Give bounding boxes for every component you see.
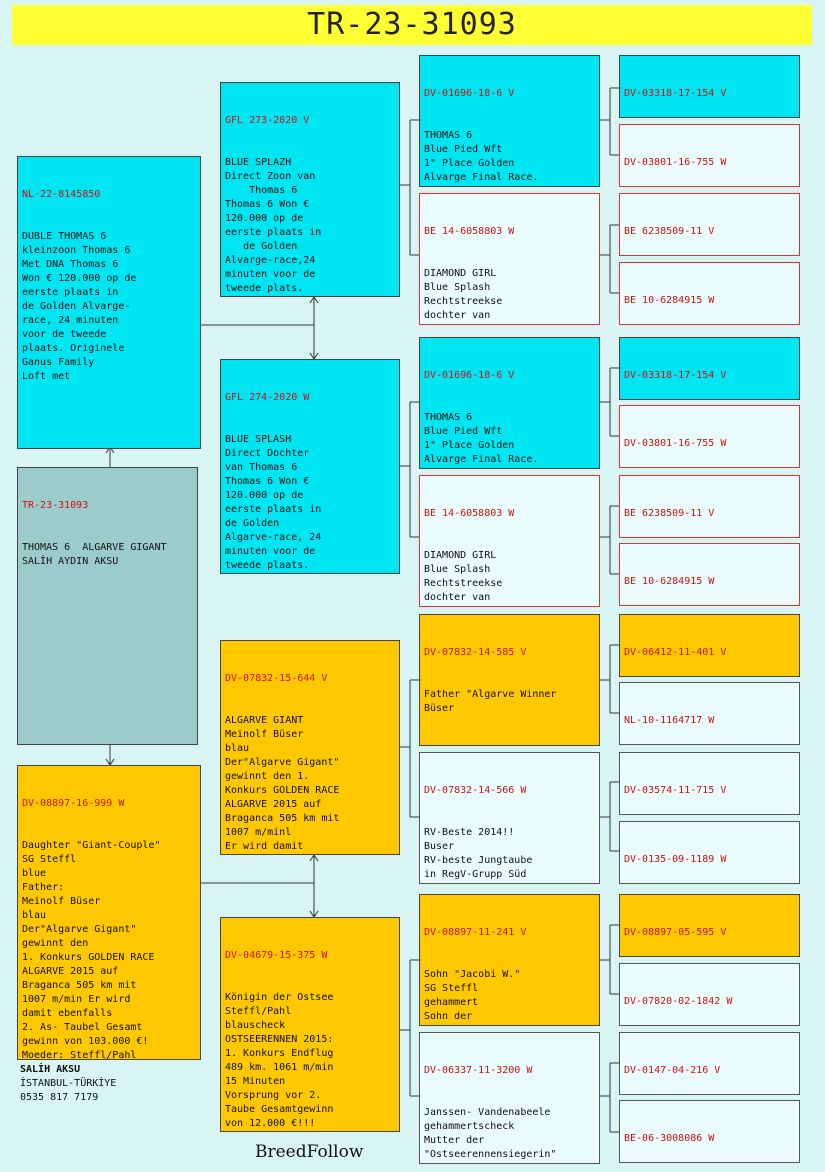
owner-name: SALİH AKSU bbox=[20, 1064, 81, 1075]
gen4-box[interactable] bbox=[619, 821, 800, 884]
gen4-box[interactable] bbox=[619, 752, 800, 815]
ring-id: DV-01696-18-6 V bbox=[424, 88, 515, 99]
gen4-box[interactable] bbox=[619, 1100, 800, 1163]
ring-id: NL-10-1164717 W bbox=[624, 715, 715, 726]
subject-box[interactable] bbox=[17, 467, 198, 745]
owner-location: İSTANBUL-TÜRKİYE bbox=[20, 1078, 117, 1089]
dam-dam-box[interactable] bbox=[220, 917, 400, 1132]
dam-box[interactable] bbox=[17, 765, 201, 1060]
sire-ring-id: NL-22-8145850 bbox=[22, 189, 101, 200]
owner-phone: 0535 817 7179 bbox=[20, 1092, 99, 1103]
description: Sohn "Jacobi W." SG Steffl gehammert Sohn der bbox=[424, 969, 521, 1022]
gen3-box[interactable] bbox=[419, 55, 600, 187]
description: Father "Algarve Winner Büser bbox=[424, 689, 557, 714]
description: DIAMOND GIRL Blue Splash Rechtstreekse dochter van bbox=[424, 268, 503, 321]
gen4-box[interactable] bbox=[619, 543, 800, 606]
gen3-box[interactable] bbox=[419, 894, 600, 1026]
ring-id: BE 14-6058803 W bbox=[424, 508, 515, 519]
gen3-box[interactable] bbox=[419, 614, 600, 746]
ring-id: DV-03574-11-715 V bbox=[624, 785, 727, 796]
dam-sire-box[interactable] bbox=[220, 640, 400, 855]
description: RV-Beste 2014!! Buser RV-beste Jungtaube in RegV-Grupp Süd bbox=[424, 827, 533, 880]
ring-id: DV-01696-18-6 V bbox=[424, 370, 515, 381]
subject-ring-id: TR-23-31093 bbox=[22, 500, 89, 511]
description: Janssen- Vandenabeele gehammertscheck Mutter der "Ostseerennensiegerin" bbox=[424, 1107, 557, 1160]
pedigree-title: TR-23-31093 bbox=[12, 5, 812, 45]
gen3-box[interactable] bbox=[419, 193, 600, 325]
gen3-box[interactable] bbox=[419, 1032, 600, 1164]
sire-dam-box[interactable] bbox=[220, 359, 400, 574]
description: THOMAS 6 Blue Pied Wft 1" Place Golden Alvarge Final Race. bbox=[424, 412, 539, 465]
gen4-box[interactable] bbox=[619, 262, 800, 325]
gen3-box[interactable] bbox=[419, 475, 600, 607]
subject-description: THOMAS 6 ALGARVE GIGANT SALİH AYDIN AKSU bbox=[22, 542, 167, 567]
ring-id: DV-07832-15-644 V bbox=[225, 673, 328, 684]
description: Königin der Ostsee Steffl/Pahl blauscheck OSTSEERENNEN 2015: 1. Konkurs Endflug 489 km. 1061 m/min 15 Minuten Vorsprung vor 2. Taube Gesamtgewinn von 12.000 €!!! bbox=[225, 992, 334, 1129]
ring-id: BE 6238509-11 V bbox=[624, 508, 715, 519]
gen4-box[interactable] bbox=[619, 682, 800, 745]
gen4-box[interactable] bbox=[619, 55, 800, 118]
description: BLUE SPLAZH Direct Zoon van Thomas 6 Thomas 6 Won € 120.000 op de eerste plaats in de Golden Alvarge-race,24 minuten voor de tweede plats. bbox=[225, 157, 322, 294]
sire-box[interactable] bbox=[17, 156, 201, 449]
gen4-box[interactable] bbox=[619, 193, 800, 256]
brand-label: BreedFollow bbox=[255, 1142, 364, 1162]
ring-id: DV-0147-04-216 V bbox=[624, 1065, 721, 1076]
ring-id: DV-08897-05-595 V bbox=[624, 927, 727, 938]
gen4-box[interactable] bbox=[619, 963, 800, 1026]
ring-id: DV-03801-16-755 W bbox=[624, 157, 727, 168]
gen4-box[interactable] bbox=[619, 405, 800, 468]
ring-id: DV-07832-14-566 W bbox=[424, 785, 527, 796]
dam-description: Daughter "Giant-Couple" SG Steffl blue Father: Meinolf Büser blau Der"Algarve Gigant" gewinnt den 1. Konkurs GOLDEN RACE ALGARVE 2015 auf Braganca 505 km mit 1007 m/min Er wird damit ebenfalls 2. As- Taubel Gesamt gewinn von 103.000 €! Moeder: Steffl/Pahl bbox=[22, 840, 161, 1060]
gen4-box[interactable] bbox=[619, 894, 800, 957]
gen4-box[interactable] bbox=[619, 337, 800, 400]
ring-id: DV-08897-11-241 V bbox=[424, 927, 527, 938]
ring-id: BE 10-6284915 W bbox=[624, 295, 715, 306]
description: DIAMOND GIRL Blue Splash Rechtstreekse dochter van bbox=[424, 550, 503, 603]
ring-id: DV-07832-14-585 V bbox=[424, 647, 527, 658]
ring-id: DV-04679-15-375 W bbox=[225, 950, 328, 961]
ring-id: DV-06412-11-401 V bbox=[624, 647, 727, 658]
description: ALGARVE GIANT Meinolf Büser blau Der"Algarve Gigant" gewinnt den 1. Konkurs GOLDEN RACE ALGARVE 2015 auf Braganca 505 km mit 1007 m/minl Er wird damit bbox=[225, 715, 340, 852]
sire-description: DUBLE THOMAS 6 kleinzoon Thomas 6 Met DNA Thomas 6 Won € 120.000 op de eerste plaats in de Golden Alvarge- race, 24 minuten voor de tweede plaats. Originele Ganus Family Loft met bbox=[22, 231, 137, 382]
ring-id: BE-06-3008086 W bbox=[624, 1133, 715, 1144]
gen4-box[interactable] bbox=[619, 1032, 800, 1095]
gen3-box[interactable] bbox=[419, 752, 600, 884]
ring-id: DV-06337-11-3200 W bbox=[424, 1065, 533, 1076]
ring-id: DV-03318-17-154 V bbox=[624, 370, 727, 381]
ring-id: BE 6238509-11 V bbox=[624, 226, 715, 237]
ring-id: BE 10-6284915 W bbox=[624, 576, 715, 587]
ring-id: DV-0135-09-1189 W bbox=[624, 854, 727, 865]
sire-sire-box[interactable] bbox=[220, 82, 400, 297]
ring-id: BE 14-6058803 W bbox=[424, 226, 515, 237]
gen4-box[interactable] bbox=[619, 614, 800, 677]
ring-id: GFL 274-2020 W bbox=[225, 392, 310, 403]
gen3-box[interactable] bbox=[419, 337, 600, 469]
description: BLUE SPLASH Direct Dochter van Thomas 6 Thomas 6 Won € 120.000 op de eerste plaats in de Golden Algarve-race, 24 minuten voor de tweede plaats. bbox=[225, 434, 322, 571]
ring-id: DV-03801-16-755 W bbox=[624, 438, 727, 449]
ring-id: DV-07820-02-1842 W bbox=[624, 996, 733, 1007]
ring-id: GFL 273-2020 V bbox=[225, 115, 310, 126]
dam-ring-id: DV-08897-16-999 W bbox=[22, 798, 125, 809]
ring-id: DV-03318-17-154 V bbox=[624, 88, 727, 99]
gen4-box[interactable] bbox=[619, 124, 800, 187]
gen4-box[interactable] bbox=[619, 475, 800, 538]
description: THOMAS 6 Blue Pied Wft 1" Place Golden Alvarge Final Race. bbox=[424, 130, 539, 183]
